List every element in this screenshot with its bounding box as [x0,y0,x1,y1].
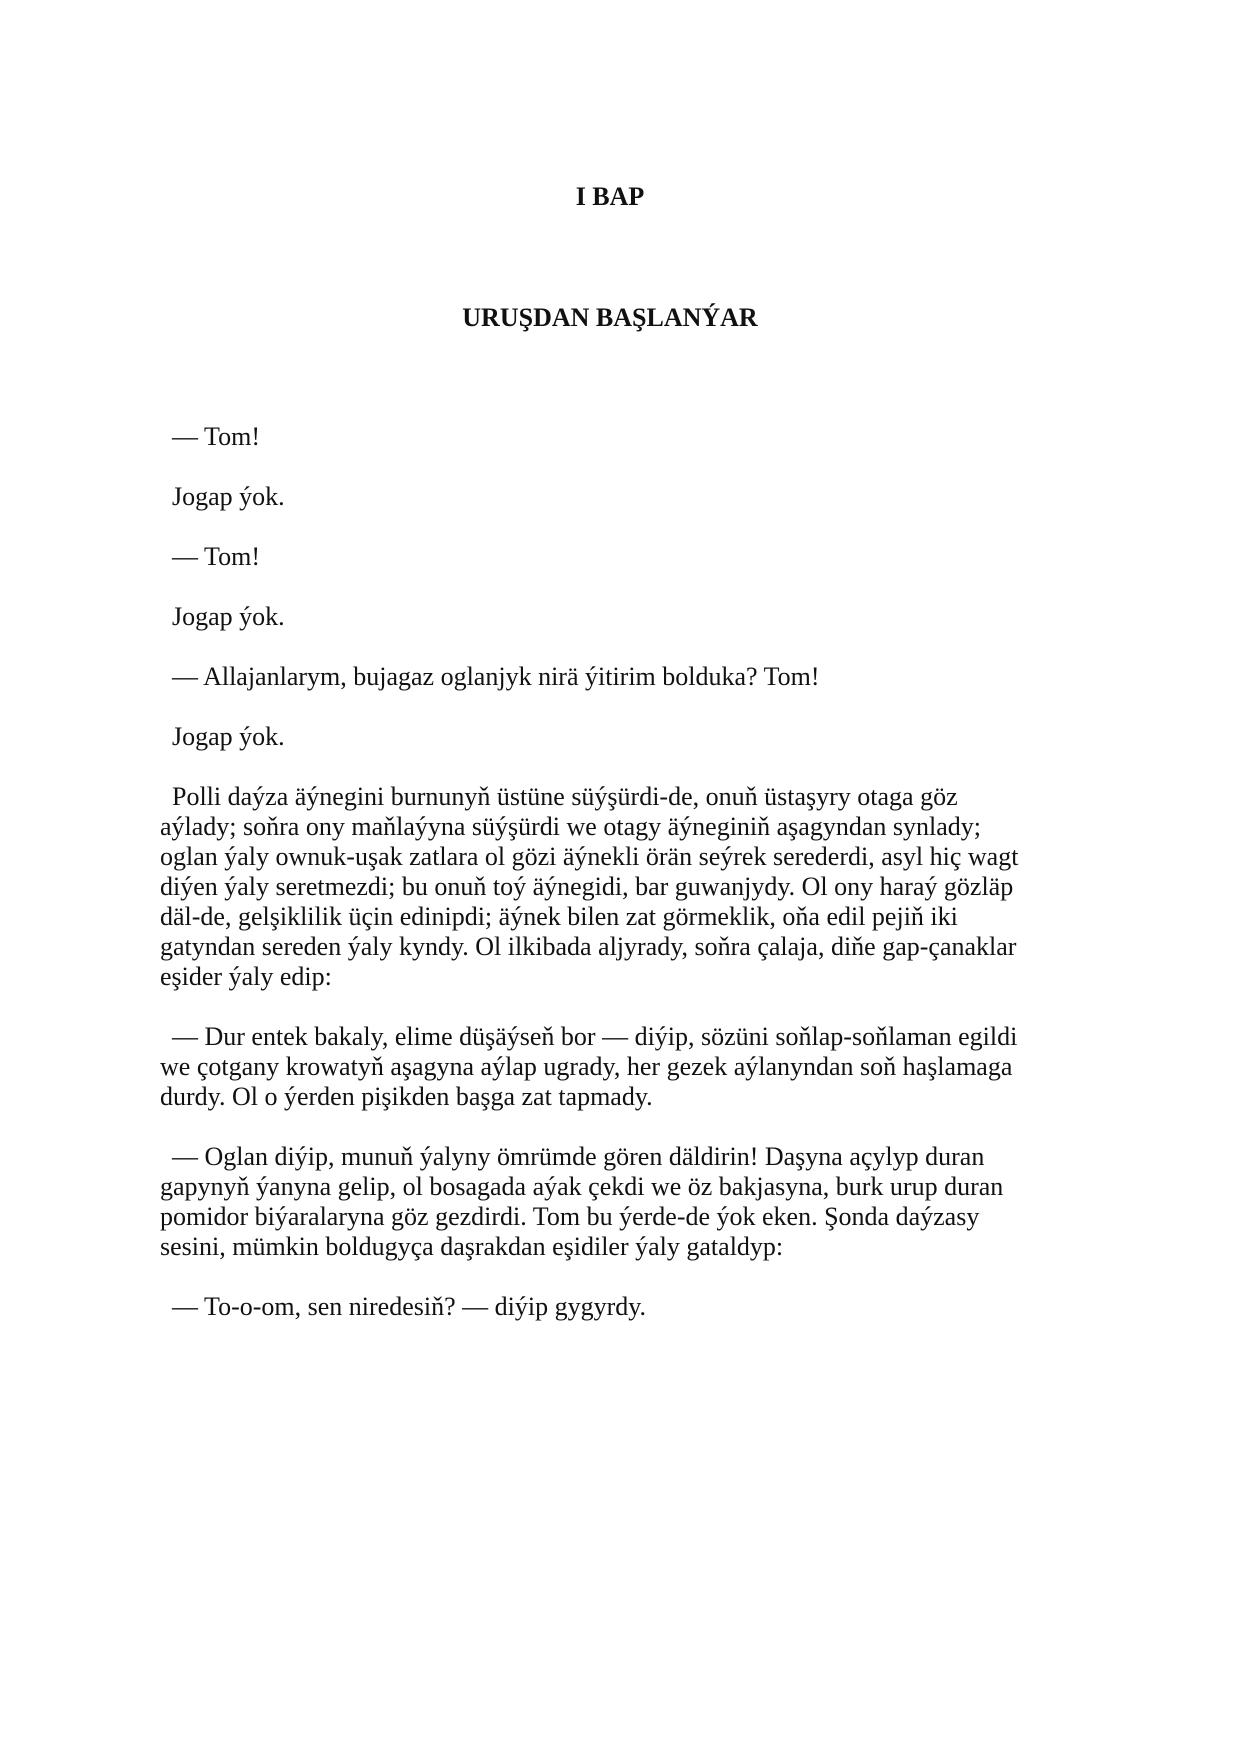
paragraph [160,602,1060,632]
text-line: — Oglan diýip, munuň ýalyny ömrümde gören däldirin! Daşyna açylyp duran [172,1142,985,1171]
text-line: aýlady; soňra ony maňlaýyna süýşürdi we otagy äýneginiň aşagyndan synlady; [160,812,981,841]
text-line: sesini, mümkin boldugyça daşrakdan eşidiler ýaly gataldyp: [160,1232,784,1261]
text-line: Jogap ýok. [172,722,285,751]
text-line: durdy. Ol o ýerden pişikden başga zat tapmady. [160,1082,653,1111]
chapter-number: I BAP [575,182,645,211]
text-line: däl-de, gelşiklilik üçin edinipdi; äýnek bilen zat görmeklik, oňa edil pejiň iki [160,902,958,931]
paragraph [160,1022,1060,1112]
paragraph [160,482,1060,512]
paragraph [160,542,1060,572]
text-line: oglan ýaly ownuk-uşak zatlara ol gözi äýnekli örän seýrek serederdi, asyl hiç wagt [160,842,1019,871]
text-line: diýen ýaly seretmezdi; bu onuň toý äýnegidi, bar guwanjydy. Ol ony haraý gözläp [160,872,1014,901]
paragraph [160,1292,1060,1322]
text-line: — To-o-om, sen niredesiň? — diýip gygyrdy. [172,1292,647,1321]
paragraph [160,1142,1060,1262]
text-line: gatyndan sereden ýaly kyndy. Ol ilkibada aljyrady, soňra çalaja, diňe gap-çanaklar [160,932,1017,961]
text-line: we çotgany krowatyň aşagyna aýlap ugrady, her gezek aýlanyndan soň haşlamaga [160,1052,1013,1081]
text-line: — Tom! [172,542,260,571]
paragraph [160,422,1060,452]
text-line: — Tom! [172,422,260,451]
text-line: gapynyň ýanyna gelip, ol bosagada aýak çekdi we öz bakjasyna, burk urup duran [160,1172,1004,1201]
text-line: pomidor biýaralaryna göz gezdirdi. Tom bu ýerde-de ýok eken. Şonda daýzasy [160,1202,980,1231]
text-line: Jogap ýok. [172,482,285,511]
text-line: — Dur entek bakaly, elime düşäýseň bor — diýip, sözüni soňlap-soňlaman egildi [172,1022,1018,1051]
text-line: — Allajanlarym, bujagaz oglanjyk nirä ýitirim bolduka? Tom! [172,662,820,691]
chapter-title: URUŞDAN BAŞLANÝAR [462,303,758,332]
chapter-body [160,422,1060,1352]
paragraph [160,722,1060,752]
text-line: Jogap ýok. [172,602,285,631]
paragraph [160,782,1060,992]
text-line: eşider ýaly edip: [160,962,332,991]
text-line: Polli daýza äýnegini burnunyň üstüne süýşürdi-de, onuň üstaşyry otaga göz [172,782,958,811]
paragraph [160,662,1060,692]
